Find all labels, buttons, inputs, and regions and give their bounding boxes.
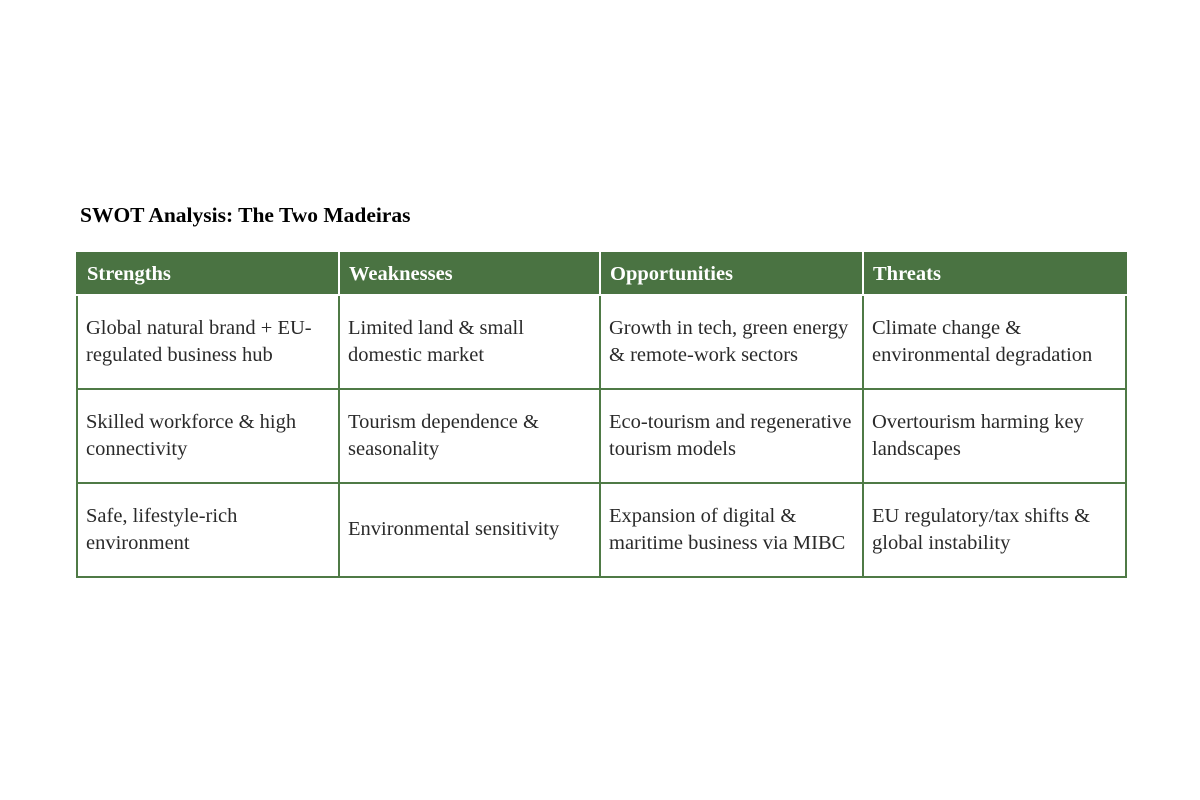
cell-weakness: Tourism dependence & seasonality <box>339 389 600 483</box>
table-header-row <box>77 253 1126 295</box>
cell-opportunity: Growth in tech, green energy & remote-work sectors <box>600 295 863 389</box>
cell-weakness: Limited land & small domestic market <box>339 295 600 389</box>
cell-threat: Climate change & environmental degradation <box>863 295 1126 389</box>
cell-strength: Safe, lifestyle-rich environment <box>77 483 339 577</box>
header-strengths: Strengths <box>77 253 339 295</box>
cell-opportunity: Eco-tourism and regenerative tourism models <box>600 389 863 483</box>
table-row <box>77 389 1126 483</box>
document-title: SWOT Analysis: The Two Madeiras <box>80 203 411 227</box>
cell-opportunity: Expansion of digital & maritime business via MIBC <box>600 483 863 577</box>
cell-threat: Overtourism harming key landscapes <box>863 389 1126 483</box>
header-threats: Threats <box>863 253 1126 295</box>
swot-table <box>76 252 1127 578</box>
cell-weakness: Environmental sensitivity <box>339 483 600 577</box>
cell-strength: Global natural brand + EU-regulated business hub <box>77 295 339 389</box>
header-opportunities: Opportunities <box>600 253 863 295</box>
table-row <box>77 483 1126 577</box>
cell-strength: Skilled workforce & high connectivity <box>77 389 339 483</box>
table-row <box>77 295 1126 389</box>
cell-threat: EU regulatory/tax shifts & global instability <box>863 483 1126 577</box>
header-weaknesses: Weaknesses <box>339 253 600 295</box>
